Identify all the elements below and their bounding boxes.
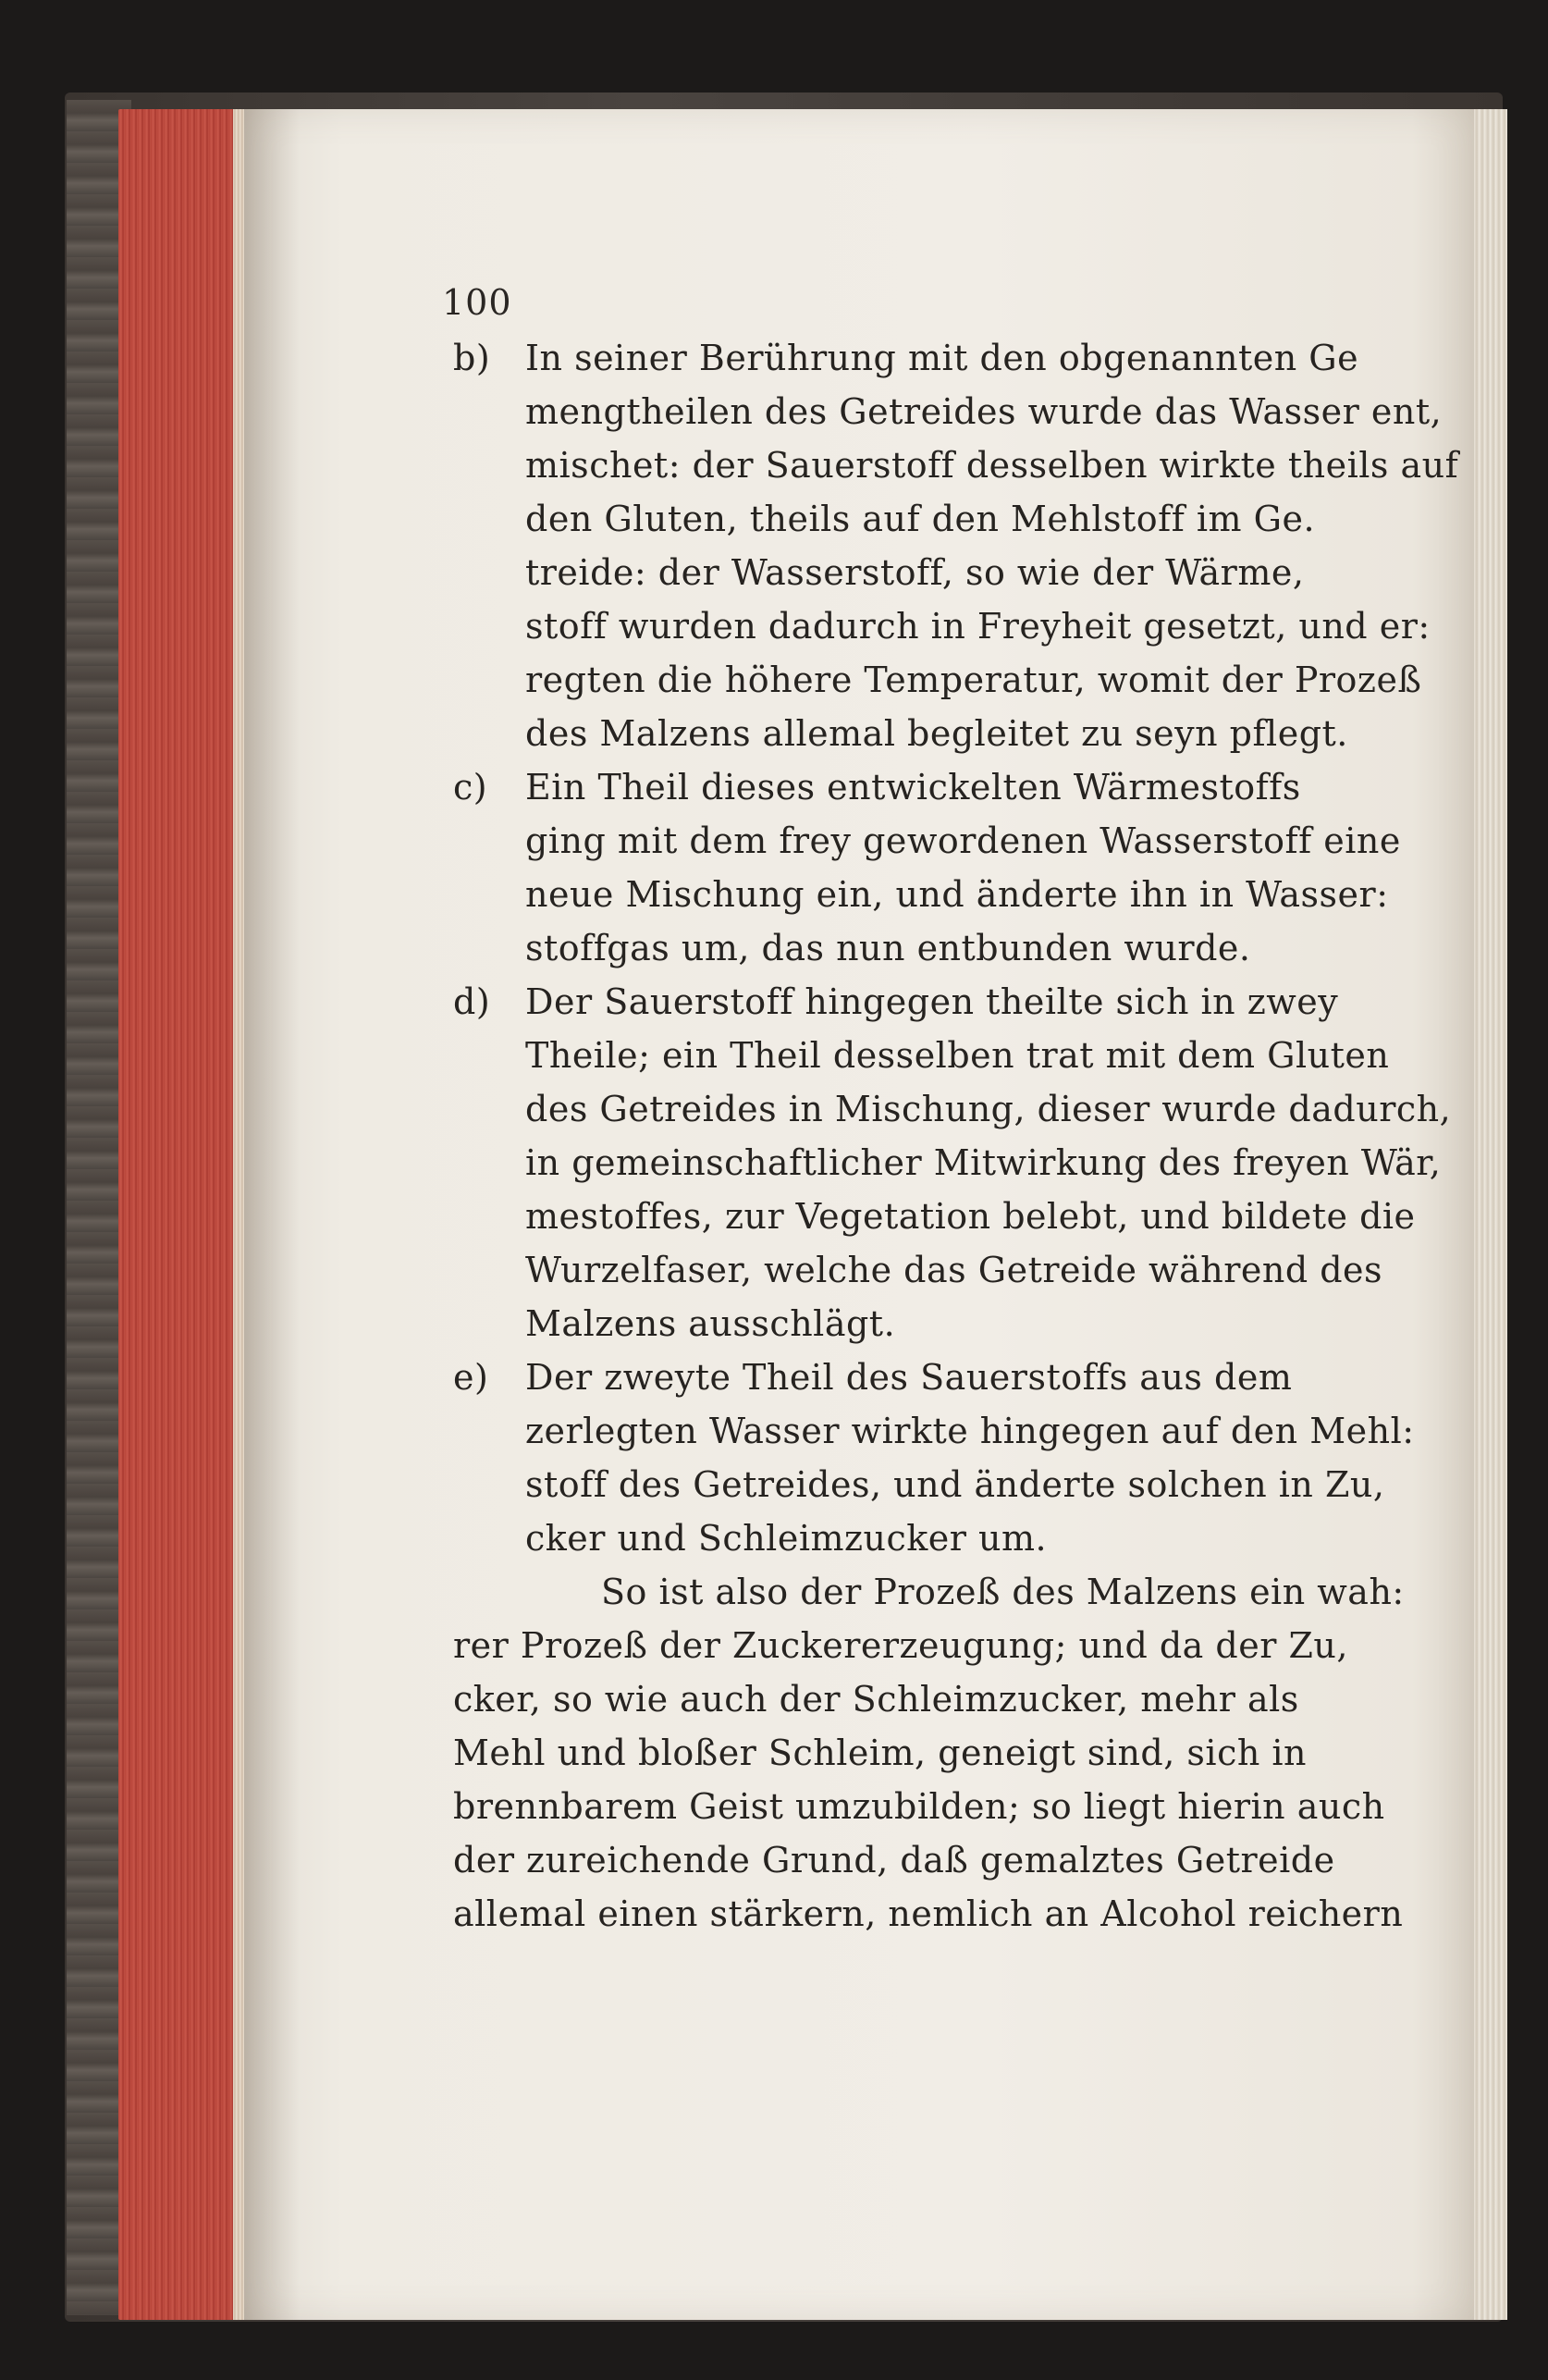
entry-line: des Malzens allemal begleitet zu seyn pflegt. bbox=[525, 713, 1348, 754]
entry-line: in gemeinschaftlicher Mitwirkung des freyen Wär, bbox=[525, 1142, 1442, 1183]
entry-line: neue Mischung ein, und änderte ihn in Wasser: bbox=[525, 874, 1389, 915]
entry-line: regten die höhere Temperatur, womit der Prozeß bbox=[525, 660, 1422, 700]
entry-line: ging mit dem frey gewordenen Wasserstoff eine bbox=[525, 820, 1401, 861]
entry-label: d) bbox=[453, 981, 491, 1022]
entry-line bbox=[453, 975, 1341, 1029]
page-text bbox=[453, 331, 1459, 1941]
entry-line: mengtheilen des Getreides wurde das Wasser ent, bbox=[525, 391, 1443, 432]
page-gutter-shadow bbox=[244, 109, 300, 2320]
entry-label: c) bbox=[453, 767, 488, 808]
entry-line: cker und Schleimzucker um. bbox=[525, 1518, 1048, 1559]
paragraph-line: brennbarem Geist umzubilden; so liegt hierin auch bbox=[453, 1786, 1385, 1827]
closing-paragraph bbox=[453, 1565, 1405, 1941]
paragraph-line: So ist also der Prozeß des Malzens ein wah: bbox=[601, 1572, 1405, 1612]
entry-b bbox=[453, 331, 1459, 760]
paragraph-line: allemal einen stärkern, nemlich an Alcohol reichern bbox=[453, 1893, 1404, 1934]
entry-e bbox=[453, 1350, 1415, 1565]
entry-d bbox=[453, 975, 1452, 1350]
paragraph-line: cker, so wie auch der Schleimzucker, mehr als bbox=[453, 1679, 1299, 1720]
entry-line: mestoffes, zur Vegetation belebt, und bildete die bbox=[525, 1196, 1416, 1237]
entry-line: treide: der Wasserstoff, so wie der Wärme, bbox=[525, 552, 1305, 593]
entry-label: b) bbox=[453, 338, 491, 378]
entry-text: Der zweyte Theil des Sauerstoffs aus dem bbox=[525, 1357, 1293, 1398]
entry-line bbox=[453, 760, 1341, 814]
red-page-edges bbox=[118, 109, 246, 2320]
paragraph-line: rer Prozeß der Zuckererzeugung; und da der Zu, bbox=[453, 1625, 1348, 1666]
entry-line: Wurzelfaser, welche das Getreide während des bbox=[525, 1250, 1383, 1290]
page-number: 100 bbox=[442, 282, 512, 323]
entry-line bbox=[453, 1350, 1341, 1404]
entry-line: des Getreides in Mischung, dieser wurde dadurch, bbox=[525, 1089, 1452, 1129]
paragraph-line: der zureichende Grund, daß gemalztes Getreide bbox=[453, 1840, 1335, 1881]
entry-c bbox=[453, 760, 1401, 975]
entry-line bbox=[453, 331, 1359, 385]
entry-line: mischet: der Sauerstoff desselben wirkte theils auf bbox=[525, 445, 1459, 486]
entry-line: zerlegten Wasser wirkte hingegen auf den Mehl: bbox=[525, 1411, 1415, 1451]
entry-line: den Gluten, theils auf den Mehlstoff im Ge. bbox=[525, 499, 1316, 539]
entry-line: stoff wurden dadurch in Freyheit gesetzt, und er: bbox=[525, 606, 1431, 647]
entry-label: e) bbox=[453, 1357, 489, 1398]
entry-text: In seiner Berührung mit den obgenannten Ge bbox=[525, 338, 1359, 378]
adjacent-page-edge bbox=[1474, 109, 1507, 2320]
entry-line: Malzens ausschlägt. bbox=[525, 1303, 896, 1344]
paragraph-line: Mehl und bloßer Schleim, geneigt sind, sich in bbox=[453, 1733, 1308, 1773]
entry-text: Ein Theil dieses entwickelten Wärmestoffs bbox=[525, 767, 1301, 808]
entry-line: stoffgas um, das nun entbunden wurde. bbox=[525, 928, 1251, 968]
entry-text: Der Sauerstoff hingegen theilte sich in zwey bbox=[525, 981, 1339, 1022]
entry-line: Theile; ein Theil desselben trat mit dem Gluten bbox=[525, 1035, 1390, 1076]
entry-line: stoff des Getreides, und änderte solchen in Zu, bbox=[525, 1464, 1385, 1505]
